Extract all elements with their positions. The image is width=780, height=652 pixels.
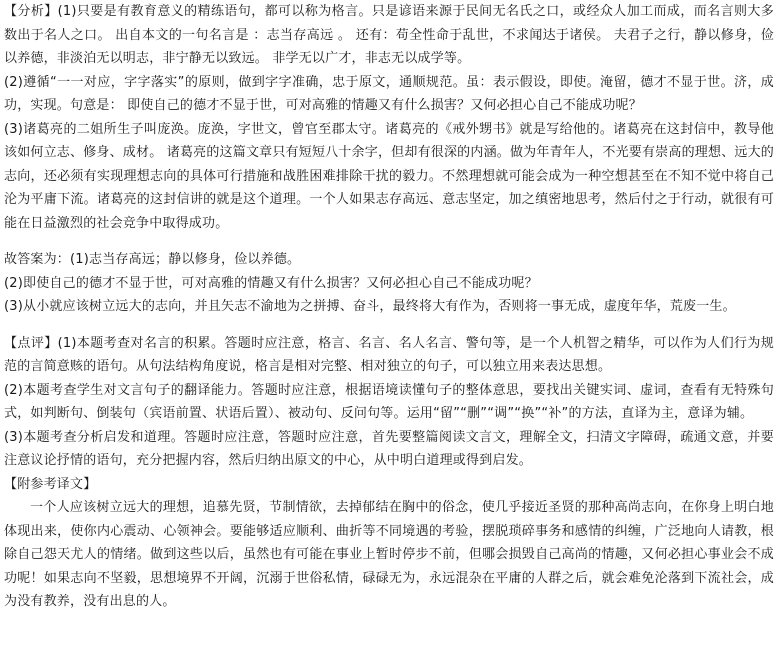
analysis-paragraph-3: (3)诸葛亮的二姐所生子叫庞涣。庞涣，字世文，曾官至郡太守。诸葛亮的《戒外甥书》就是写给他的。诸葛亮在这封信中，教导他该如何立志、修身、成材。 诸葛亮的这篇文章只有短短八十余字，但却有很深的内涵。做为年青年人，不光要有崇高的理想、远大的志向，还必须有实现理想志向的具体可行措施和战胜困难排除干扰的毅力。不然理想就可能会成为一种空想甚至在不知不觉中将自己沦为平庸下流。诸葛亮的这封信讲的就是这个道理。一个人如果志存高远、意志坚定，加之缜密地思考，然后付之于行动，就很有可能在日益激烈的社会竞争中取得成功。: [4, 121, 774, 231]
section-gap: [4, 235, 774, 248]
answer-line-2: (2)即使自己的德才不显于世，可对高雅的情趣又有什么损害？又何必担心自己不能成功呢？: [4, 275, 538, 291]
comment-paragraph-2: (2)本题考查学生对文言句子的翻译能力。答题时应注意，根据语境读懂句子的整体意思，要找出关键实词、虚词，查看有无特殊句式，如判断句、倒装句（宾语前置、状语后置）、被动句、反问句等。运用“留”“删”“调”“换”“补”的方法，直译为主，意译为辅。: [4, 382, 774, 421]
analysis-paragraph-1: 【分析】(1)只要是有教育意义的精练语句，都可以称为格言。只是谚语来源于民间无名氏之口，或经众人加工而成，而名言则大多数出于名人之口。 出自本文的一句名言是 ：志当存高远 。 还有：苟全性命于乱世，不求闻达于诸侯。 夫君子之行，静以修身，俭以养德，非淡泊无以明志，非宁静无以致远。 非学无以广才，非志无以成学等。: [4, 4, 774, 66]
comment-paragraph-3: (3)本题考查分析启发和道理。答题时应注意，答题时应注意，首先要整篇阅读文言文，理解全文，扫清文字障碍，疏通文意，并要注意议论抒情的语句，充分把握内容，然后归纳出原文的中心，从中明白道理或得到启发。: [4, 429, 774, 468]
answer-line-3: (3)从小就应该树立远大的志向，并且矢志不渝地为之拼搏、奋斗，最终将大有作为，否则将一事无成，虚度年华，荒废一生。: [4, 299, 736, 314]
comment-paragraph-1: 【点评】(1)本题考查对名言的积累。答题时应注意，格言、名言、名人名言、警句等，是一个人机智之精华，可以作为人们行为规范的言简意赅的语句。从句法结构角度说，格言是相对完整、相对独立的句子，可以独立用来表达思想。: [4, 335, 774, 374]
translation-heading: 【附参考译文】: [4, 476, 97, 492]
translation-body: 一个人应该树立远大的理想，追慕先贤，节制情欲，去掉郁结在胸中的俗念，使几乎接近圣贤的那种高尚志向，在你身上明白地体现出来，使你内心震动、心领神会。要能够适应顺利、曲折等不同境遇的考验，摆脱琐碎事务和感情的纠缠，广泛地向人请教，根除自己怨天尤人的情绪。做到这些以后，虽然也有可能在事业上暂时停步不前，但哪会损毁自己高尚的情趣，又何必担心事业会不成功呢！如果志向不坚毅，思想境界不开阔，沉溺于世俗私情，碌碌无为，永远混杂在平庸的人群之后，就会难免沦落到下流社会，成为没有教养，没有出息的人。: [4, 500, 774, 609]
analysis-paragraph-2: (2)遵循“一一对应，字字落实”的原则，做到字字准确，忠于原文，通顺规范。虽：表示假设，即使。淹留，德才不显于世。济，成功，实现。句意是： 即使自己的德才不显于世，可对高雅的情趣又有什么损害？又何必担心自己不能成功呢？: [4, 74, 774, 113]
answer-line-1: 故答案为：(1)志当存高远；静以修身，俭以养德。: [4, 252, 301, 267]
section-gap: [4, 319, 774, 332]
